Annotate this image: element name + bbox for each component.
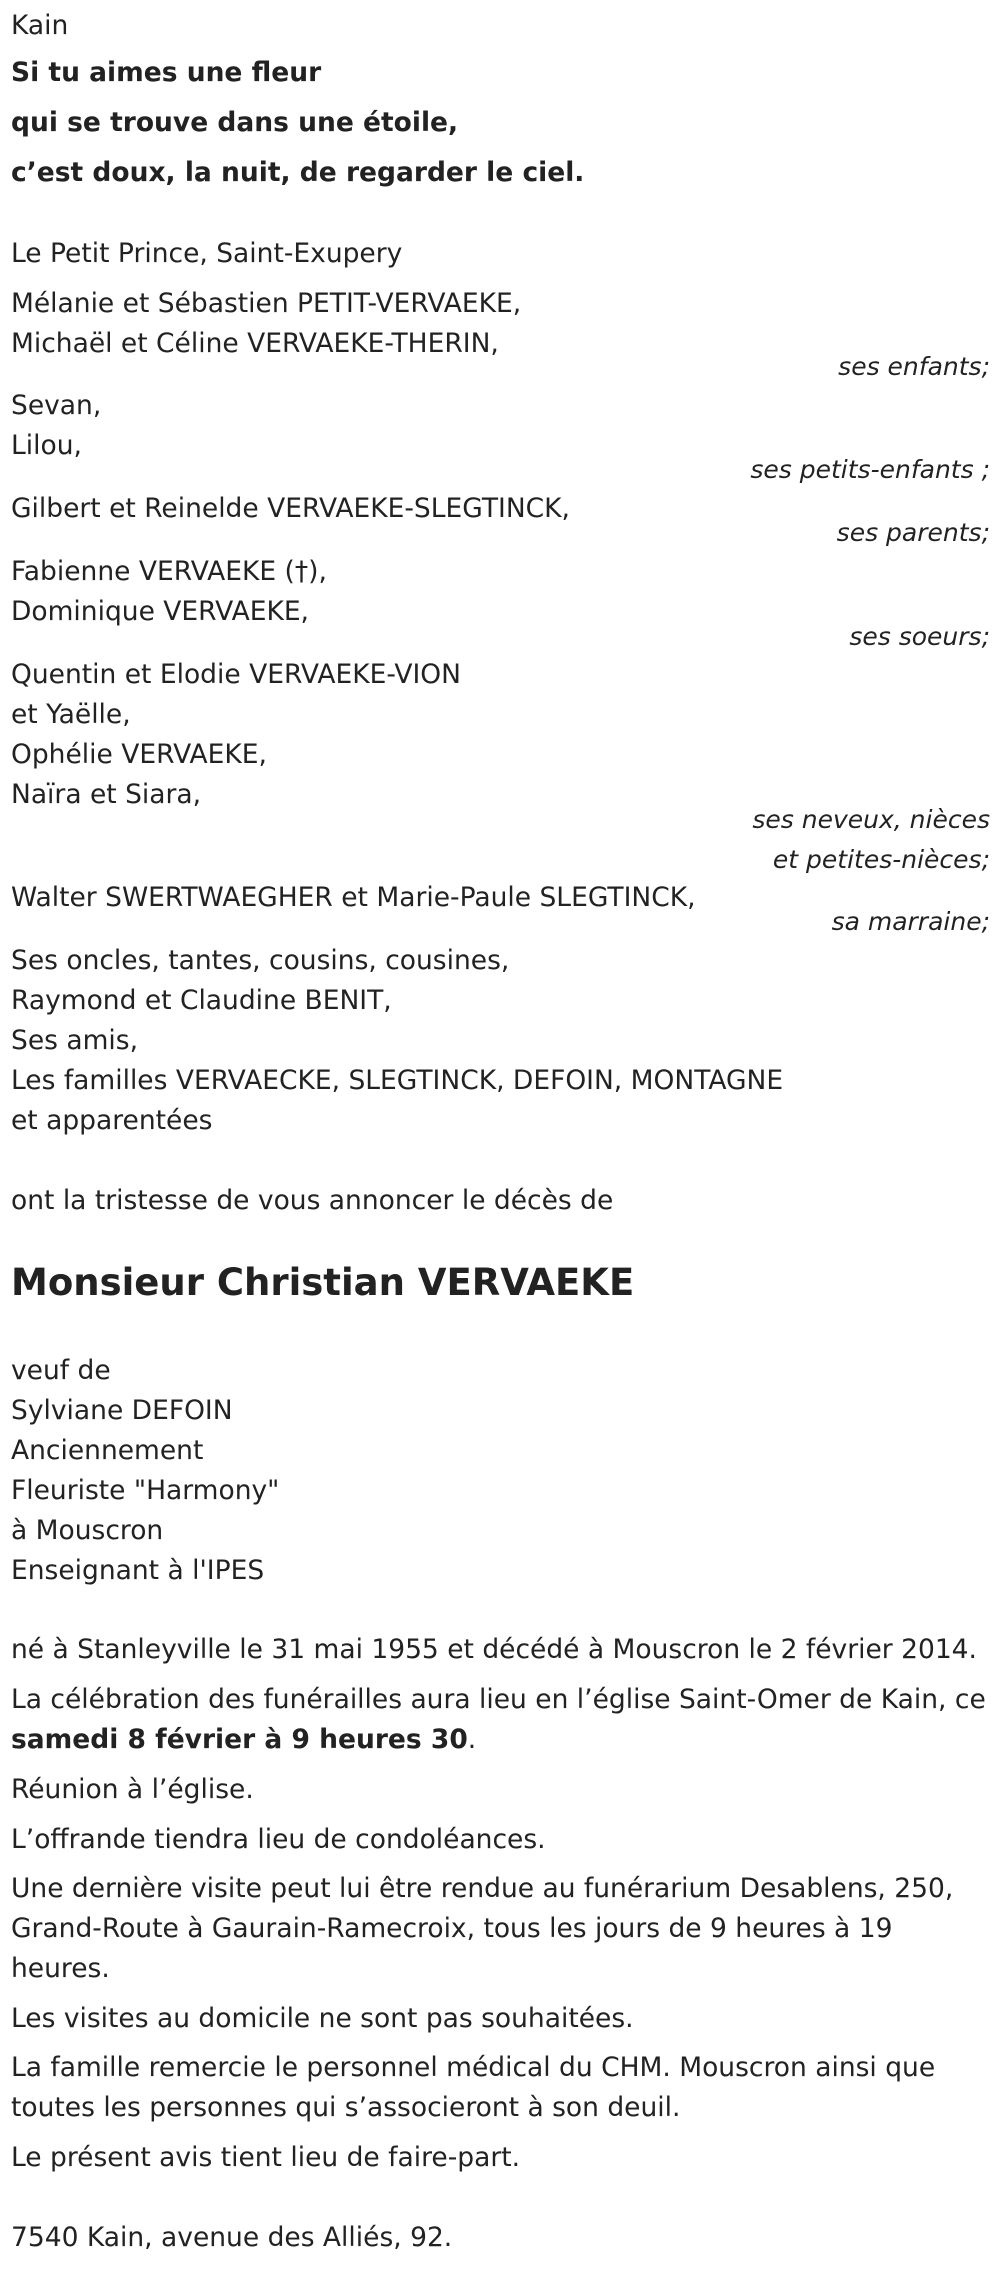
others-line: Ses oncles, tantes, cousins, cousines, — [11, 945, 510, 976]
family-member-line: Walter SWERTWAEGHER et Marie-Paule SLEGTINCK, — [11, 882, 696, 913]
family-member-line: Dominique VERVAEKE, — [11, 596, 309, 627]
visit-line: Grand-Route à Gaurain-Ramecroix, tous les jours de 9 heures à 19 — [11, 1913, 893, 1944]
ceremony-date-period: . — [467, 1724, 477, 1755]
poem-line: c’est doux, la nuit, de regarder le ciel. — [11, 157, 585, 188]
relationship-label: ses petits-enfants ; — [750, 455, 990, 484]
ceremony-line: La célébration des funérailles aura lieu en l’église Saint-Omer de Kain, ce — [11, 1684, 986, 1715]
relationship-label: ses enfants; — [838, 352, 990, 381]
others-line: Ses amis, — [11, 1025, 139, 1056]
notice-line: Le présent avis tient lieu de faire-part. — [11, 2142, 521, 2173]
family-member-line: Michaël et Céline VERVAEKE-THERIN, — [11, 328, 499, 359]
family-member-line: Naïra et Siara, — [11, 779, 202, 810]
family-member-line: et Yaëlle, — [11, 699, 131, 730]
location-line: Kain — [11, 10, 69, 41]
deceased-detail: à Mouscron — [11, 1515, 164, 1546]
ceremony-date-line — [11, 1720, 476, 1760]
deceased-detail: Fleuriste "Harmony" — [11, 1475, 280, 1506]
address-line: 7540 Kain, avenue des Alliés, 92. — [11, 2222, 453, 2253]
ceremony-date: samedi 8 février à 9 heures 30 — [11, 1724, 468, 1755]
relationship-label: sa marraine; — [831, 907, 990, 936]
others-line: Raymond et Claudine BENIT, — [11, 985, 392, 1016]
offering-line: L’offrande tiendra lieu de condoléances. — [11, 1824, 546, 1855]
relationship-label: ses neveux, nièces — [752, 805, 990, 834]
relationship-label: et petites-nièces; — [772, 845, 990, 874]
poem-line: Si tu aimes une fleur — [11, 57, 322, 88]
family-member-line: Ophélie VERVAEKE, — [11, 739, 267, 770]
family-member-line: Mélanie et Sébastien PETIT-VERVAEKE, — [11, 288, 522, 319]
deceased-detail: Anciennement — [11, 1435, 204, 1466]
family-member-line: Gilbert et Reinelde VERVAEKE-SLEGTINCK, — [11, 493, 570, 524]
deceased-detail: Enseignant à l'IPES — [11, 1555, 265, 1586]
family-member-line: Fabienne VERVAEKE (†), — [11, 556, 327, 587]
announcement-line: ont la tristesse de vous annoncer le décès de — [11, 1185, 614, 1216]
relationship-label: ses parents; — [836, 518, 990, 547]
thanks-line: La famille remercie le personnel médical du CHM. Mouscron ainsi que — [11, 2052, 936, 2083]
family-member-line: Sevan, — [11, 390, 102, 421]
family-member-line: Lilou, — [11, 430, 82, 461]
poem-line: qui se trouve dans une étoile, — [11, 107, 459, 138]
relationship-label: ses soeurs; — [849, 622, 990, 651]
visit-line: Une dernière visite peut lui être rendue au funérarium Desablens, 250, — [11, 1873, 954, 1904]
thanks-line: toutes les personnes qui s’associeront à son deuil. — [11, 2092, 681, 2123]
home-visits-line: Les visites au domicile ne sont pas souhaitées. — [11, 2003, 634, 2034]
deceased-name: Monsieur Christian VERVAEKE — [11, 1261, 635, 1304]
others-line: Les familles VERVAECKE, SLEGTINCK, DEFOIN, MONTAGNE — [11, 1065, 784, 1096]
poem-attribution: Le Petit Prince, Saint-Exupery — [11, 238, 403, 269]
deceased-detail: Sylviane DEFOIN — [11, 1395, 233, 1426]
meeting-line: Réunion à l’église. — [11, 1774, 254, 1805]
visit-line: heures. — [11, 1953, 110, 1984]
others-line: et apparentées — [11, 1105, 213, 1136]
family-member-line: Quentin et Elodie VERVAEKE-VION — [11, 659, 461, 690]
birth-death-line: né à Stanleyville le 31 mai 1955 et décédé à Mouscron le 2 février 2014. — [11, 1634, 977, 1665]
deceased-detail: veuf de — [11, 1355, 111, 1386]
